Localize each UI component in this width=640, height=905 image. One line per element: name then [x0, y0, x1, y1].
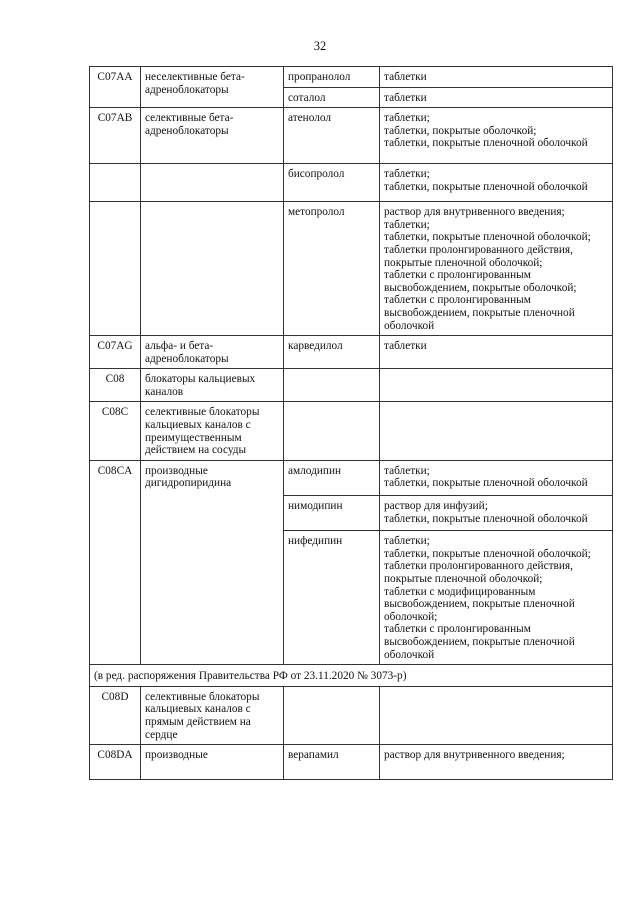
drug-name — [284, 369, 380, 402]
dosage-form: покрытые пленочной оболочкой; — [384, 573, 543, 585]
drug-name — [284, 402, 380, 460]
atc-group: блокаторы кальциевых каналов — [141, 369, 284, 402]
atc-group: селективные бета-адреноблокаторы — [141, 108, 284, 164]
atc-group: производные — [141, 745, 284, 780]
dosage-form: оболочкой; — [384, 610, 438, 623]
dosage-form: покрытые пленочной оболочкой; — [384, 256, 543, 269]
dosage-forms — [380, 531, 613, 665]
atc-group: селективные блокаторы кальциевых каналов с прямым действием на сердце — [141, 686, 284, 744]
dosage-form: таблетки с пролонгированным — [384, 623, 531, 636]
atc-group — [141, 202, 284, 336]
dosage-form: таблетки с пролонгированным — [384, 294, 531, 307]
amendment-row — [90, 665, 613, 687]
dosage-form: таблетки — [384, 71, 427, 83]
dosage-forms — [380, 87, 613, 108]
drug-name: нимодипин — [284, 496, 380, 531]
atc-code: C08C — [90, 402, 141, 460]
dosage-form: высвобождением, покрытые пленочной — [384, 598, 575, 611]
table-row — [90, 402, 613, 460]
dosage-form: раствор для внутривенного введения; — [384, 206, 565, 219]
dosage-form: раствор для инфузий; — [384, 500, 488, 513]
atc-group: неселективные бета-адреноблокаторы — [141, 67, 284, 108]
dosage-forms — [380, 163, 613, 201]
dosage-form: высвобождением, покрытые пленочной — [384, 635, 575, 648]
dosage-form: таблетки, покрытые пленочной оболочкой — [384, 477, 588, 490]
dosage-form: таблетки; — [384, 464, 430, 477]
dosage-forms — [380, 402, 613, 460]
atc-code: C07AG — [90, 336, 141, 369]
table-row — [90, 686, 613, 744]
dosage-form: таблетки, покрытые пленочной оболочкой — [384, 137, 588, 150]
atc-code: C07AA — [90, 67, 141, 108]
table-row — [90, 745, 613, 780]
dosage-form: таблетки пролонгированного действия, — [384, 243, 573, 256]
dosage-form: высвобождением, покрытые оболочкой; — [384, 281, 577, 294]
atc-code — [90, 163, 141, 201]
dosage-forms — [380, 745, 613, 780]
dosage-forms — [380, 460, 613, 495]
drug-name — [284, 686, 380, 744]
dosage-form: таблетки; — [384, 218, 430, 231]
drug-name: верапамил — [284, 745, 380, 780]
amendment-note: (в ред. распоряжения Правительства РФ от 23.11.2020 № 3073-р) — [90, 665, 613, 687]
table-row — [90, 460, 613, 495]
dosage-form: таблетки, покрытые пленочной оболочкой; — [384, 547, 591, 560]
drug-name: нифедипин — [284, 531, 380, 665]
dosage-forms — [380, 67, 613, 88]
atc-code — [90, 202, 141, 336]
table-row — [90, 108, 613, 164]
dosage-form: таблетки, покрытые пленочной оболочкой — [384, 180, 588, 193]
dosage-form: таблетки с пролонгированным — [384, 269, 531, 282]
dosage-form: раствор для внутривенного введения; — [384, 749, 565, 762]
drug-name: карведилол — [284, 336, 380, 369]
dosage-form: таблетки; — [384, 112, 430, 125]
dosage-form: оболочкой — [384, 319, 435, 332]
atc-group: производные дигидропиридина — [141, 460, 284, 664]
dosage-forms — [380, 496, 613, 531]
atc-group — [141, 163, 284, 201]
dosage-forms — [380, 369, 613, 402]
dosage-form: таблетки, покрытые пленочной оболочкой — [384, 512, 588, 525]
drug-name: соталол — [284, 87, 380, 108]
dosage-forms — [380, 108, 613, 164]
drug-name: пропранолол — [284, 67, 380, 88]
table-row — [90, 369, 613, 402]
atc-code: C08D — [90, 686, 141, 744]
table-row — [90, 202, 613, 336]
table-row — [90, 336, 613, 369]
dosage-form: таблетки, покрытые оболочкой; — [384, 124, 537, 137]
dosage-form: таблетки, покрытые пленочной оболочкой; — [384, 231, 591, 244]
atc-code: C08 — [90, 369, 141, 402]
table-row — [90, 163, 613, 201]
dosage-forms — [380, 686, 613, 744]
atc-code: C08CA — [90, 460, 141, 664]
dosage-form: оболочкой — [384, 648, 435, 661]
dosage-forms — [380, 202, 613, 336]
dosage-form: таблетки с модифицированным — [384, 585, 536, 598]
drug-name: метопролол — [284, 202, 380, 336]
dosage-form: таблетки — [384, 340, 427, 353]
dosage-form: высвобождением, покрытые пленочной — [384, 306, 575, 319]
dosage-form: таблетки; — [384, 167, 430, 180]
dosage-form: таблетки — [384, 91, 427, 104]
atc-group: альфа- и бета-адреноблокаторы — [141, 336, 284, 369]
drug-name: бисопролол — [284, 163, 380, 201]
dosage-form: таблетки пролонгированного действия, — [384, 560, 573, 573]
drug-table — [89, 66, 613, 780]
dosage-form: таблетки; — [384, 535, 430, 548]
atc-code: C08DA — [90, 745, 141, 780]
dosage-forms — [380, 336, 613, 369]
atc-code: C07AB — [90, 108, 141, 164]
drug-name: амлодипин — [284, 460, 380, 495]
table-row — [90, 67, 613, 88]
page-number: 32 — [313, 39, 327, 53]
drug-name: атенолол — [284, 108, 380, 164]
atc-group: селективные блокаторы кальциевых каналов с преимущественным действием на сосуды — [141, 402, 284, 460]
